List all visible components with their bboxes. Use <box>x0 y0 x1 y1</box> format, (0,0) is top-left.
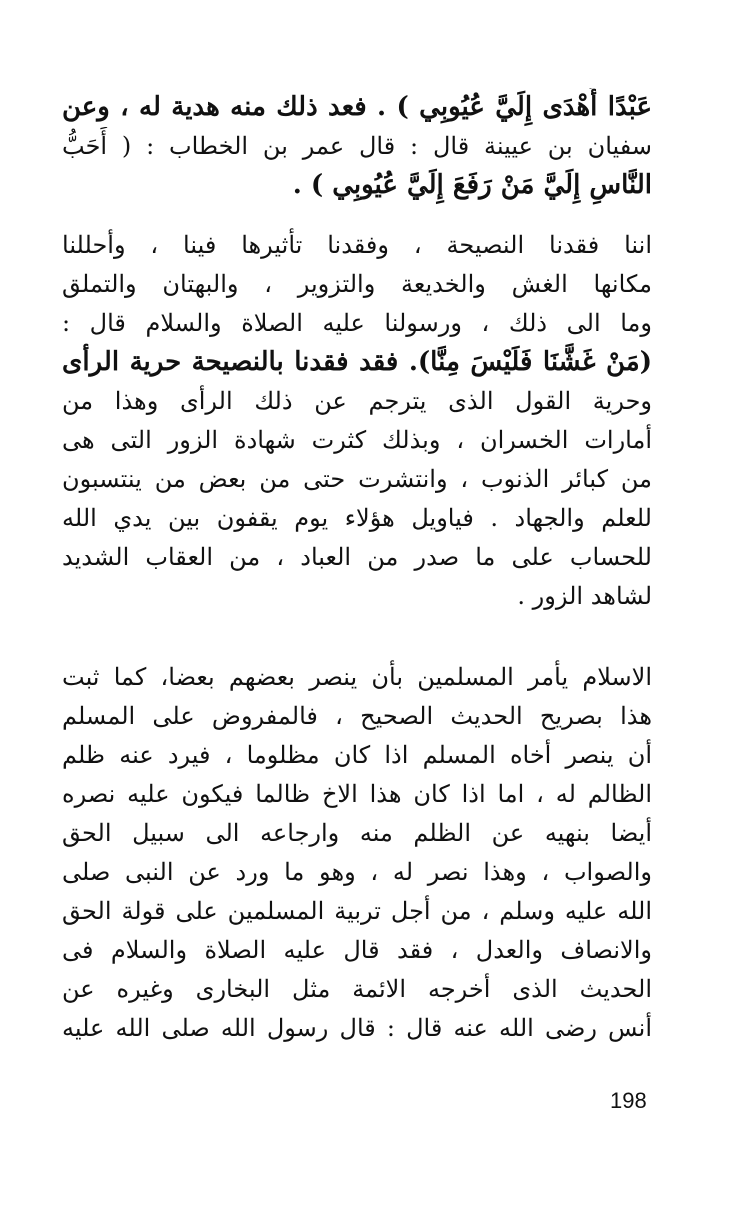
page-number: 198 <box>610 1088 647 1113</box>
text-line: اننا فقدنا النصيحة ، وفقدنا تأثيرها فينا ، وأحللنا <box>62 231 652 259</box>
paragraph-3 <box>62 658 652 1048</box>
text-line: هذا بصريح الحديث الصحيح ، فالمفروض على المسلم <box>62 702 652 730</box>
text-line: أيضا بنهيه عن الظلم منه وارجاعه الى سبيل الحق <box>62 819 652 847</box>
text-line: (مَنْ غَشَّنَا فَلَيْسَ مِنَّا). فقد فقدنا بالنصيحة حرية الرأى <box>62 347 652 377</box>
text-line: للحساب على ما صدر من العباد ، من العقاب الشديد <box>62 543 652 571</box>
paragraph-2 <box>62 226 652 616</box>
text-line: لشاهد الزور . <box>517 582 652 610</box>
text-line: أمارات الخسران ، وبذلك كثرت شهادة الزور التى هى <box>62 426 652 454</box>
text-line: أنس رضى الله عنه قال : قال رسول الله صلى الله عليه <box>62 1014 652 1042</box>
text-line: سفيان بن عيينة قال : قال عمر بن الخطاب : ( أَحَبُّ <box>62 132 652 160</box>
text-line: وحرية القول الذى يترجم عن ذلك الرأى وهذا من <box>62 387 652 415</box>
text-line: عَبْدًا أَهْدَى إِلَيَّ عُيُوبِي ) . فعد ذلك منه هدية له ، وعن <box>62 92 652 122</box>
text-line: الله عليه وسلم ، من أجل تربية المسلمين على قولة الحق <box>62 897 652 925</box>
text-line: أن ينصر أخاه المسلم اذا كان مظلوما ، فيرد عنه ظلم <box>62 741 652 769</box>
text-line: والصواب ، وهذا نصر له ، وهو ما ورد عن النبى صلى <box>62 858 652 886</box>
text-line: النَّاسِ إِلَيَّ مَنْ رَفَعَ إِلَيَّ عُيُوبِي ) . <box>292 170 652 200</box>
text-line: من كبائر الذنوب ، وانتشرت حتى من بعض من ينتسبون <box>62 465 652 493</box>
text-line: الحديث الذى أخرجه الائمة مثل البخارى وغيره عن <box>62 975 652 1003</box>
text-line: وما الى ذلك ، ورسولنا عليه الصلاة والسلام قال : <box>62 309 652 337</box>
text-line: الظالم له ، اما اذا كان هذا الاخ ظالما فيكون عليه نصره <box>62 780 652 808</box>
text-line: مكانها الغش والخديعة والتزوير ، والبهتان والتملق <box>62 270 652 298</box>
text-line: للعلم والجهاد . فياويل هؤلاء يوم يقفون بين يدي الله <box>62 504 652 532</box>
text-line: الاسلام يأمر المسلمين بأن ينصر بعضهم بعضا، كما ثبت <box>62 663 652 691</box>
text-line: والانصاف والعدل ، فقد قال عليه الصلاة والسلام فى <box>62 936 652 964</box>
paragraph-1 <box>62 88 652 205</box>
